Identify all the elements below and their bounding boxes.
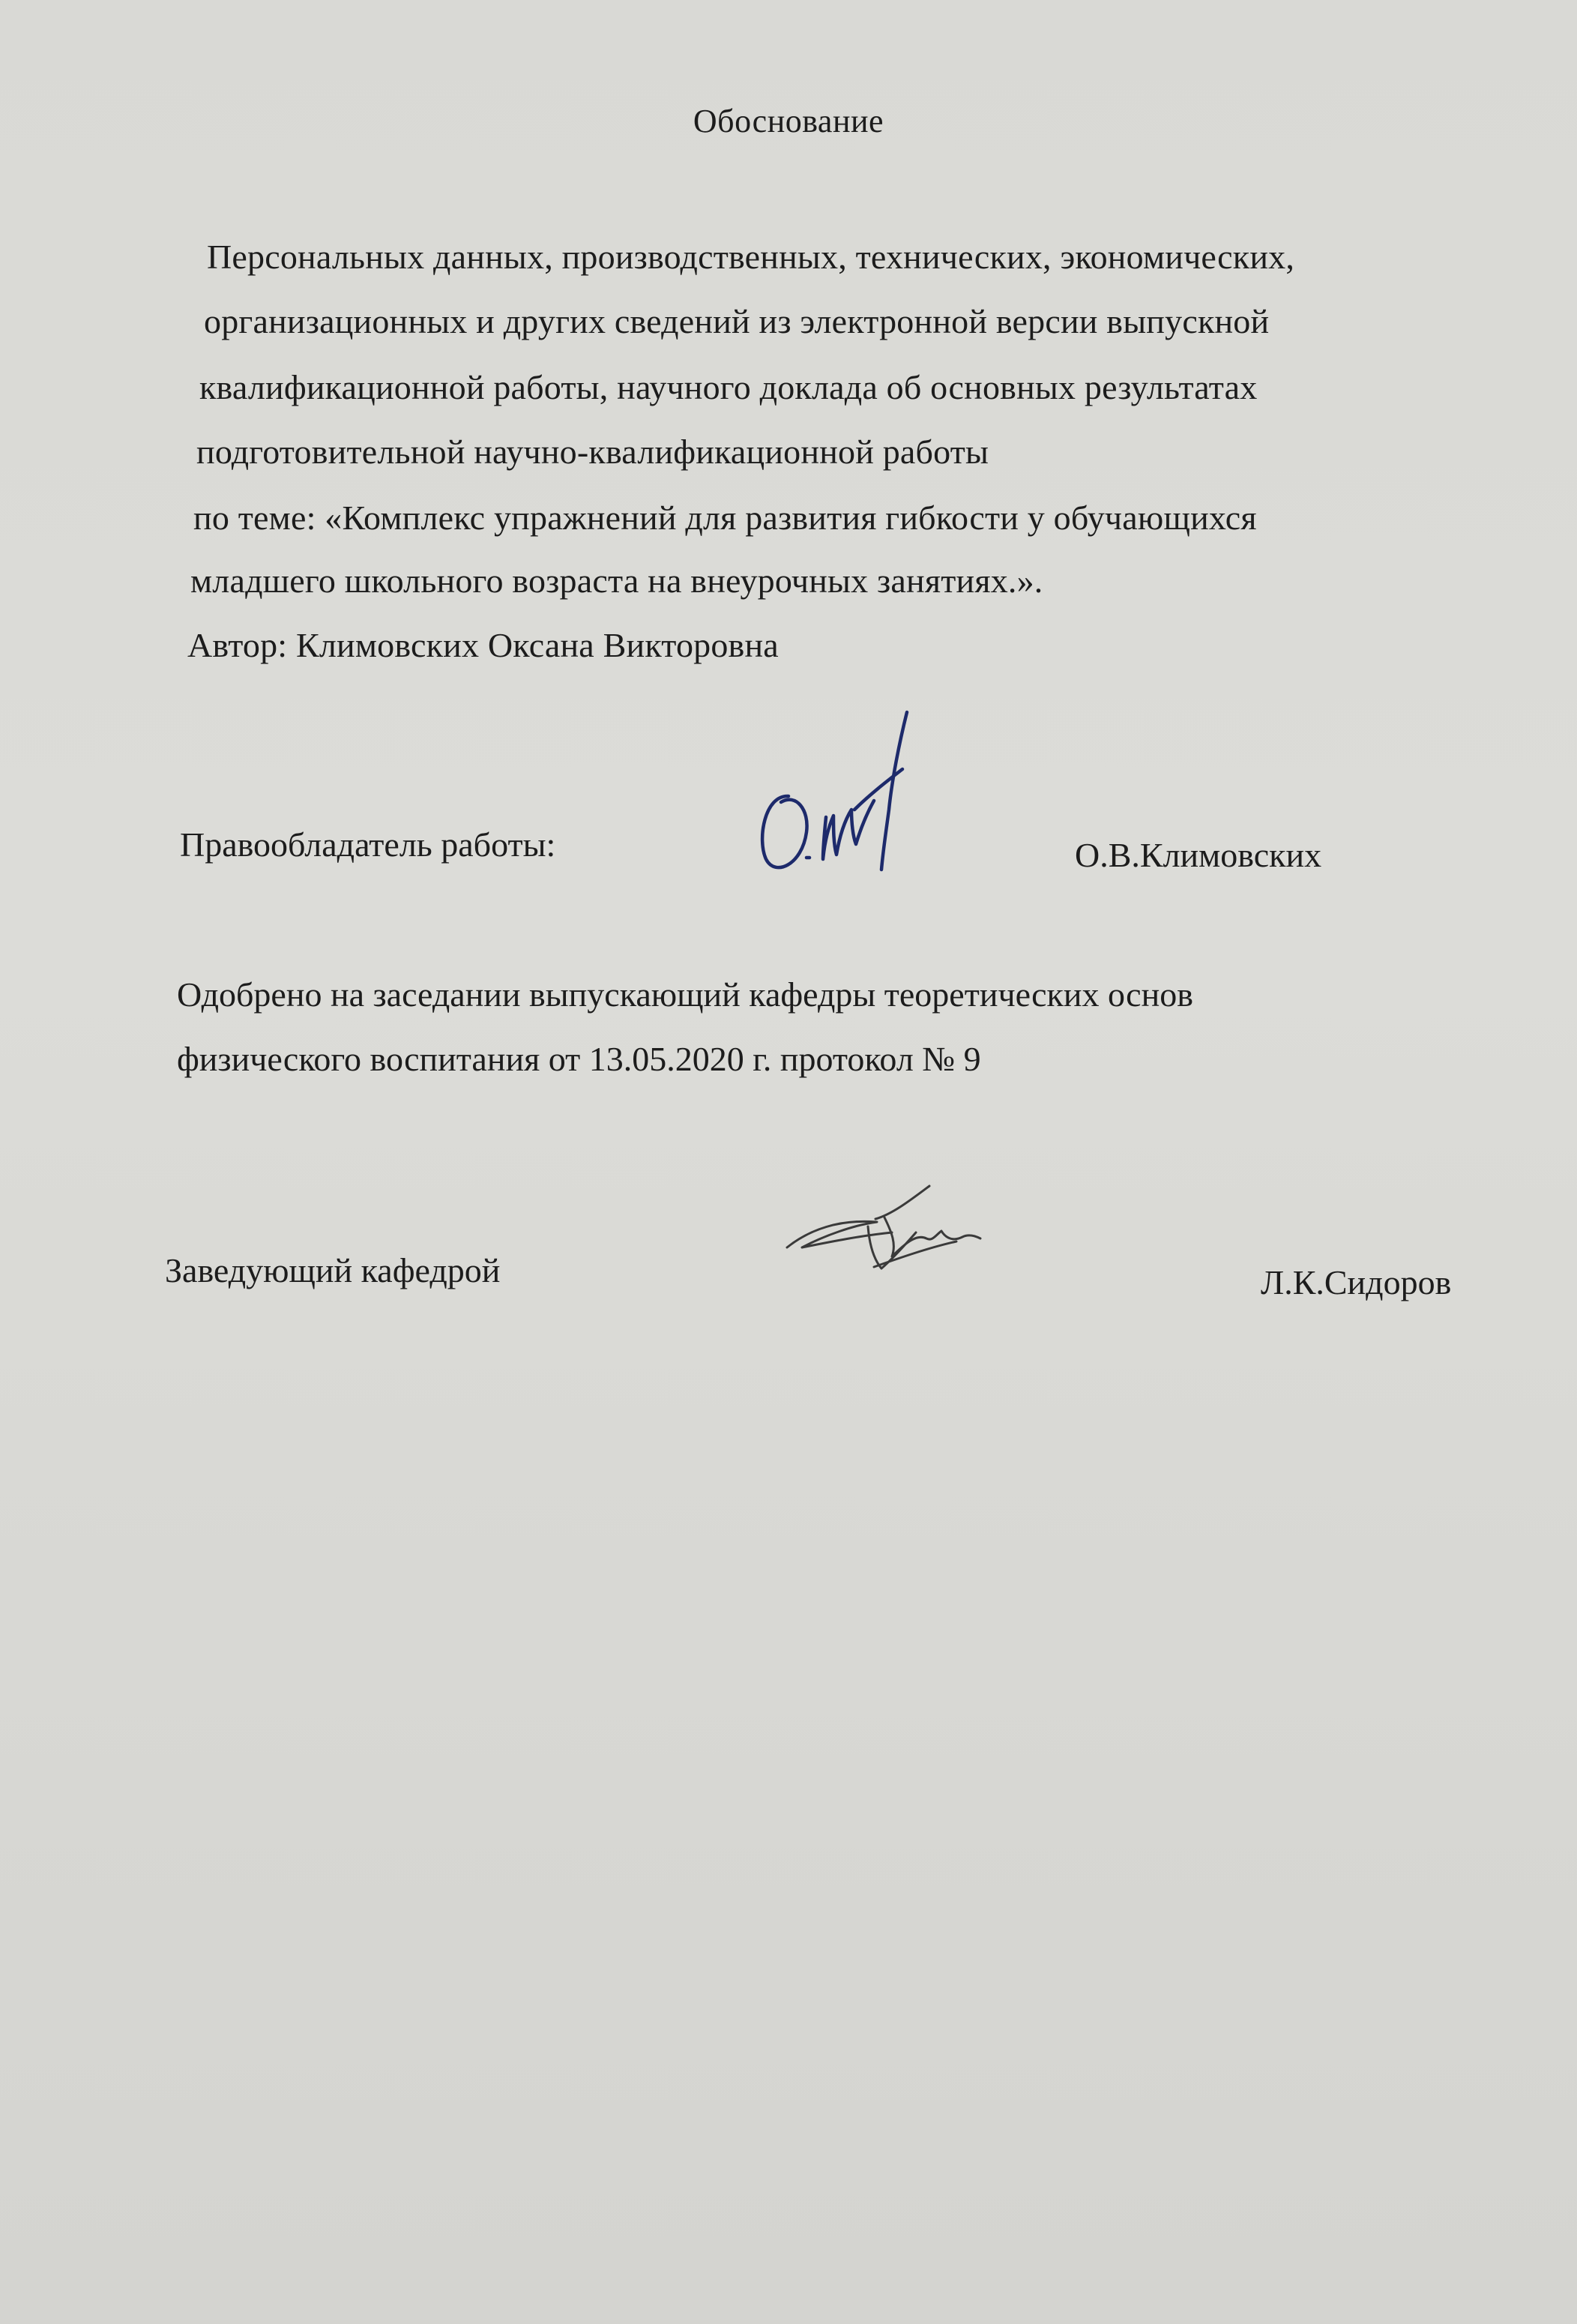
head-name: Л.К.Сидоров	[1261, 1263, 1452, 1301]
body-line-3: квалификационной работы, научного доклада об основных результатах	[199, 368, 1258, 406]
approval-line-1: Одобрено на заседании выпускающий кафедры теоретических основ	[177, 975, 1193, 1014]
approval-line-2: физического воспитания от 13.05.2020 г. протокол № 9	[177, 1040, 981, 1078]
body-line-6: младшего школьного возраста на внеурочных занятиях.».	[190, 562, 1043, 600]
body-line-5: по теме: «Комплекс упражнений для развития гибкости у обучающихся	[193, 499, 1257, 537]
document-title: Обоснование	[693, 103, 884, 139]
body-line-4: подготовительной научно-квалификационной работы	[196, 433, 989, 471]
body-line-2: организационных и других сведений из электронной версии выпускной	[204, 302, 1270, 340]
author-signature	[742, 697, 937, 892]
body-line-1: Персональных данных, производственных, технических, экономических,	[207, 238, 1295, 276]
rightholder-name: О.В.Климовских	[1075, 836, 1322, 874]
rightholder-label: Правообладатель работы:	[180, 825, 556, 864]
author-line: Автор: Климовских Оксана Викторовна	[187, 626, 779, 664]
head-label: Заведующий кафедрой	[165, 1251, 501, 1289]
head-signature	[780, 1169, 1004, 1289]
